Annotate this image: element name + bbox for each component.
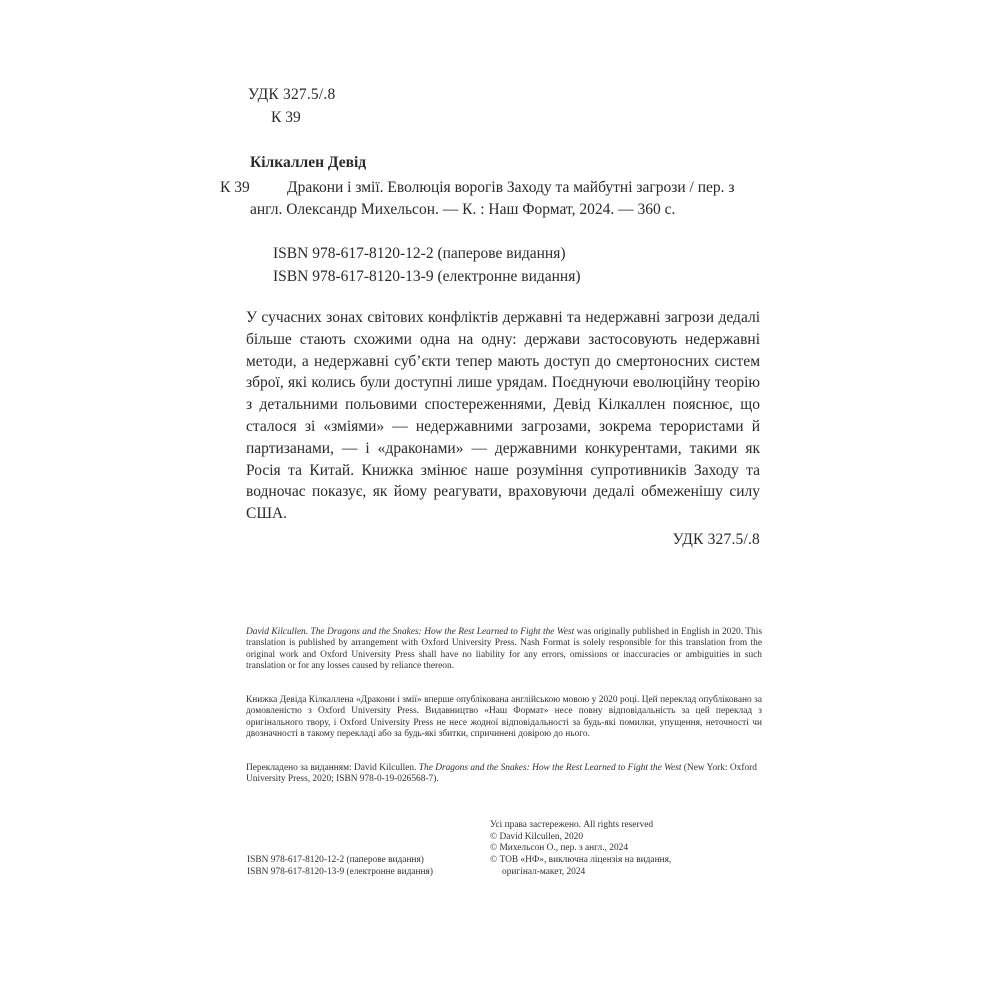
translation-source-note — [246, 763, 762, 786]
catalog-card-description: Дракони і змії. Еволюція ворогів Заходу та майбутні загрози / пер. з англ. Олександр Михельсон. — К. : Наш Формат, 2024. — 360 с. — [250, 179, 735, 219]
author-name-heading: Кілкаллен Девід — [250, 154, 367, 171]
english-rights-text: was originally published in English in 2020. This translation is published by arrangement with Oxford University Press. Nash Format is solely responsible for this translation from the original work and Oxford University Press shall have no liability for any errors, omissions or inaccuracies or ambiguities in such translation or for any losses caused by reliance thereon. — [246, 627, 762, 671]
copyright-author: © David Kilcullen, 2020 — [490, 831, 584, 842]
annotation-paragraph: У сучасних зонах світових конфліктів державні та недержавні загрози дедалі більше стають схожими одна на одну: держави застосовують недержавні методи, а недержавні суб’єкти тепер мають доступ до смертоносних систем зброї, які колись були доступні лише урядам. Поєднуючи еволюційну теорію з детальними польовими спостереженнями, Девід Кілкаллен пояснює, що сталося зі «зміями» — недержавними загрозами, зокрема терористами й партизанами, — і «драконами» — державними конкурентами, такими як Росія та Китай. Книжка змінює наше розуміння супротивників Заходу та водночас показує, як йому реагувати, враховуючи дедалі обмеженішу силу США. — [246, 309, 760, 523]
all-rights-reserved-line: Усі права застережено. All rights reserved — [490, 820, 654, 830]
bbk-code-top: К 39 — [271, 109, 301, 126]
english-rights-notice — [246, 627, 762, 672]
isbn-electronic-edition: ISBN 978-617-8120-13-9 (електронне видання) — [273, 267, 581, 285]
isbn-block-top — [273, 243, 581, 288]
catalog-card-entry — [220, 177, 760, 222]
catalog-card-label: К 39 — [220, 179, 250, 196]
copyright-publisher: © ТОВ «НФ», виключна ліцензія на видання, — [490, 855, 672, 866]
isbn-electronic-edition-bottom: ISBN 978-617-8120-13-9 (електронне видання) — [247, 866, 433, 877]
copyright-block — [490, 820, 671, 879]
udk-number-top: УДК 327.5/.8 — [248, 86, 336, 103]
ukrainian-rights-notice: Книжка Девіда Кілкаллена «Дракони і змії» вперше опублікована англійською мовою у 2020 році. Цей переклад опубліковано за домовленістю з Oxford University Press. Видавництво «Наш Формат» несе повну відповідальність за цей переклад з оригінального твору, і Oxford University Press не несе жодної відповідальності за будь-які помилки, упущення, неточності чи двозначності в такому перекладі або за будь-які збитки, спричинені довірою до нього. — [246, 695, 762, 739]
copyright-translator: © Михельсон О., пер. з англ., 2024 — [490, 843, 629, 854]
isbn-paper-edition-bottom: ISBN 978-617-8120-12-2 (паперове видання) — [247, 855, 424, 865]
english-original-title: David Kilcullen. The Dragons and the Snakes: How the Rest Learned to Fight the West — [246, 627, 575, 637]
isbn-block-bottom — [247, 855, 433, 878]
source-note-suffix: (New York: Oxford University Press, 2020; ISBN 978-0-19-026568-7). — [246, 763, 757, 785]
udk-number-bottom: УДК 327.5/.8 — [672, 531, 760, 548]
copyright-publisher-continuation: оригінал-макет, 2024 — [502, 866, 586, 877]
source-note-prefix: Перекладено за виданням: David Kilcullen. — [246, 763, 419, 773]
isbn-paper-edition: ISBN 978-617-8120-12-2 (паперове видання) — [273, 245, 566, 262]
source-note-title: The Dragons and the Snakes: How the Rest Learned to Fight the West — [418, 763, 682, 773]
